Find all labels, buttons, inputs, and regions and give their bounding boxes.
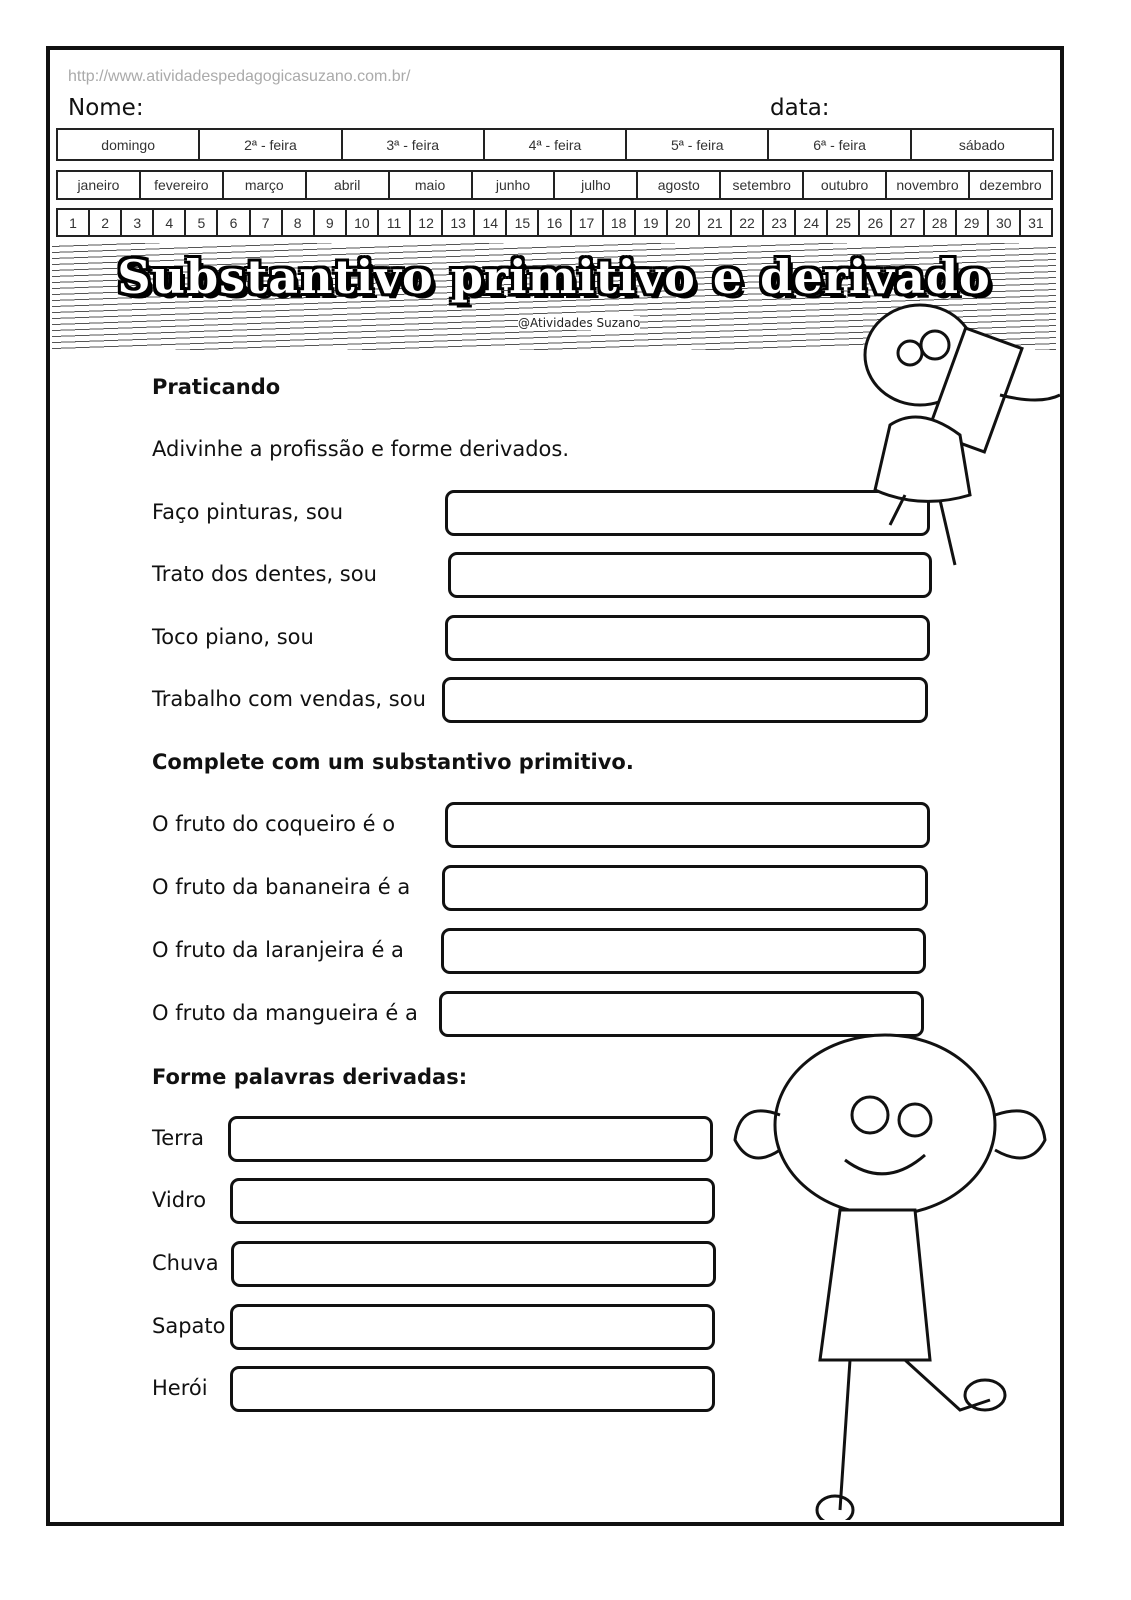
section2-heading: Complete com um substantivo primitivo. [152, 750, 634, 774]
month-cell: setembro [720, 171, 803, 199]
answer-box[interactable] [442, 865, 928, 911]
prompt-label: Trabalho com vendas, sou [152, 687, 426, 711]
prompt-label: Chuva [152, 1251, 219, 1275]
page-title: Substantivo primitivo e derivado [117, 250, 991, 304]
prompt-label: Sapato [152, 1314, 226, 1338]
weekday-cell: 6ª - feira [768, 129, 910, 160]
day-number-cell: 15 [506, 209, 538, 236]
day-number-cell: 20 [667, 209, 699, 236]
day-number-cell: 31 [1020, 209, 1052, 236]
day-number-cell: 4 [153, 209, 185, 236]
day-number-cell: 30 [988, 209, 1020, 236]
weekday-cell: sábado [911, 129, 1053, 160]
day-number-cell: 17 [571, 209, 603, 236]
prompt-label: O fruto da laranjeira é a [152, 938, 404, 962]
month-cell: março [223, 171, 306, 199]
prompt-label: Trato dos dentes, sou [152, 562, 377, 586]
day-number-cell: 12 [410, 209, 442, 236]
answer-box[interactable] [231, 1241, 716, 1287]
answer-box[interactable] [228, 1116, 713, 1162]
weekday-cell: 2ª - feira [199, 129, 341, 160]
answer-box[interactable] [230, 1366, 715, 1412]
section3-heading: Forme palavras derivadas: [152, 1065, 468, 1089]
prompt-label: Terra [152, 1126, 204, 1150]
girl-illustration [720, 1030, 1060, 1520]
prompt-label: O fruto da mangueira é a [152, 1001, 418, 1025]
day-number-cell: 6 [217, 209, 249, 236]
section1-instruction: Adivinhe a profissão e forme derivados. [152, 437, 569, 461]
date-label: data: [770, 95, 830, 121]
day-number-cell: 11 [378, 209, 410, 236]
day-number-cell: 10 [346, 209, 378, 236]
day-number-cell: 16 [538, 209, 570, 236]
month-cell: outubro [803, 171, 886, 199]
weekday-cell: 3ª - feira [342, 129, 484, 160]
day-number-cell: 9 [314, 209, 346, 236]
weekday-cell: 5ª - feira [626, 129, 768, 160]
answer-box[interactable] [445, 802, 930, 848]
month-cell: junho [472, 171, 555, 199]
day-number-cell: 7 [250, 209, 282, 236]
day-number-cell: 27 [891, 209, 923, 236]
answer-box[interactable] [442, 677, 928, 723]
day-number-cell: 13 [442, 209, 474, 236]
answer-box[interactable] [441, 928, 926, 974]
prompt-label: Faço pinturas, sou [152, 500, 343, 524]
month-cell: maio [389, 171, 472, 199]
prompt-label: Toco piano, sou [152, 625, 314, 649]
day-number-cell: 3 [121, 209, 153, 236]
month-cell: abril [306, 171, 389, 199]
day-number-cell: 2 [89, 209, 121, 236]
day-number-cell: 28 [924, 209, 956, 236]
day-number-table [56, 208, 1053, 237]
day-number-cell: 21 [699, 209, 731, 236]
day-number-cell: 29 [956, 209, 988, 236]
weekday-cell: 4ª - feira [484, 129, 626, 160]
month-table [56, 170, 1053, 200]
weekday-cell: domingo [57, 129, 199, 160]
website-url: http://www.atividadespedagogicasuzano.com.br/ [68, 68, 411, 85]
prompt-label: Herói [152, 1376, 208, 1400]
section1-heading: Praticando [152, 375, 281, 399]
day-number-cell: 23 [763, 209, 795, 236]
day-number-cell: 26 [859, 209, 891, 236]
day-number-cell: 5 [185, 209, 217, 236]
name-label: Nome: [68, 95, 144, 121]
prompt-label: O fruto do coqueiro é o [152, 812, 396, 836]
weekday-table [56, 128, 1054, 161]
month-cell: novembro [886, 171, 969, 199]
answer-box[interactable] [230, 1178, 715, 1224]
girl-with-popsicle-illustration [850, 295, 1070, 595]
day-number-cell: 14 [474, 209, 506, 236]
month-cell: agosto [637, 171, 720, 199]
credit-text: @Atividades Suzano [518, 316, 641, 330]
month-cell: julho [554, 171, 637, 199]
answer-box[interactable] [230, 1304, 715, 1350]
day-number-cell: 19 [635, 209, 667, 236]
month-cell: dezembro [969, 171, 1052, 199]
day-number-cell: 1 [57, 209, 89, 236]
day-number-cell: 8 [282, 209, 314, 236]
day-number-cell: 18 [603, 209, 635, 236]
answer-box[interactable] [445, 615, 930, 661]
day-number-cell: 22 [731, 209, 763, 236]
prompt-label: Vidro [152, 1188, 207, 1212]
month-cell: janeiro [57, 171, 140, 199]
day-number-cell: 24 [795, 209, 827, 236]
prompt-label: O fruto da bananeira é a [152, 875, 411, 899]
day-number-cell: 25 [827, 209, 859, 236]
month-cell: fevereiro [140, 171, 223, 199]
